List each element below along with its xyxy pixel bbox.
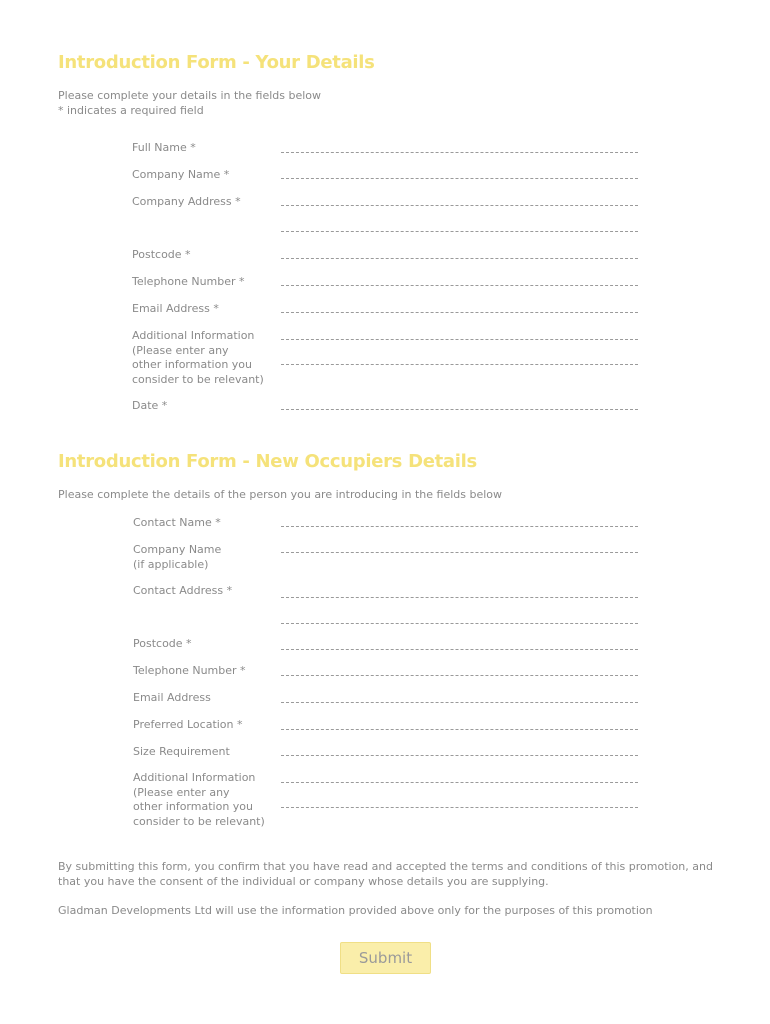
full-name-field[interactable]	[281, 152, 638, 153]
occupier-additional-info-label-line: Additional Information	[133, 771, 256, 784]
contact-name-label: Contact Name *	[133, 516, 221, 529]
email-label: Email Address *	[132, 302, 219, 315]
consent-statement	[58, 859, 718, 889]
company-address-label: Company Address *	[132, 195, 241, 208]
occupier-email-label: Email Address	[133, 691, 211, 704]
occupier-company-name-label	[133, 543, 221, 572]
occupier-additional-info-label-line: (Please enter any	[133, 785, 230, 799]
occupier-additional-info-field-line1[interactable]	[281, 782, 638, 783]
consent-line: that you have the consent of the individual or company whose details you are supplying.	[58, 875, 549, 888]
contact-name-field[interactable]	[281, 526, 638, 527]
submit-button[interactable]: Submit	[340, 942, 431, 974]
size-requirement-field[interactable]	[281, 755, 638, 756]
occupier-additional-info-field-line2[interactable]	[281, 807, 638, 808]
occupier-postcode-field[interactable]	[281, 649, 638, 650]
occupier-company-name-label-line: Company Name	[133, 543, 222, 556]
section-new-occupiers-title: Introduction Form - New Occupiers Details	[58, 451, 477, 472]
company-name-label: Company Name *	[132, 168, 230, 181]
telephone-field[interactable]	[281, 285, 638, 286]
occupier-company-name-label-line: (if applicable)	[133, 557, 209, 571]
full-name-label: Full Name *	[132, 141, 196, 154]
telephone-label: Telephone Number *	[132, 275, 245, 288]
size-requirement-label: Size Requirement	[133, 745, 230, 758]
section-your-details-intro	[58, 88, 321, 118]
contact-address-field-line1[interactable]	[281, 597, 638, 598]
occupier-email-field[interactable]	[281, 702, 638, 703]
additional-info-field-line2[interactable]	[281, 364, 638, 365]
company-name-field[interactable]	[281, 178, 638, 179]
required-note: * indicates a required field	[58, 104, 204, 117]
email-field[interactable]	[281, 312, 638, 313]
privacy-statement: Gladman Developments Ltd will use the information provided above only for the purposes of this promotion	[58, 904, 653, 917]
intro-line: Please complete your details in the fields below	[58, 89, 322, 102]
preferred-location-label: Preferred Location *	[133, 718, 243, 731]
contact-address-field-line2[interactable]	[281, 623, 638, 624]
company-address-field-line1[interactable]	[281, 205, 638, 206]
date-field[interactable]	[281, 409, 638, 410]
preferred-location-field[interactable]	[281, 729, 638, 730]
occupier-additional-info-label-line: other information you	[133, 800, 253, 813]
contact-address-label: Contact Address *	[133, 584, 233, 597]
additional-info-label-line: consider to be relevant)	[132, 372, 264, 386]
additional-info-label-line: (Please enter any	[132, 343, 229, 357]
occupier-telephone-label: Telephone Number *	[133, 664, 246, 677]
company-address-field-line2[interactable]	[281, 231, 638, 232]
section-your-details-title: Introduction Form - Your Details	[58, 52, 375, 73]
occupier-additional-info-label-line: consider to be relevant)	[133, 814, 265, 828]
additional-info-field-line1[interactable]	[281, 339, 638, 340]
occupier-additional-info-label	[133, 771, 265, 829]
occupier-telephone-field[interactable]	[281, 675, 638, 676]
consent-line: By submitting this form, you confirm that you have read and accepted the terms and conditions of this promotion, and	[58, 860, 713, 873]
additional-info-label-line: Additional Information	[132, 329, 255, 342]
additional-info-label-line: other information you	[132, 358, 252, 371]
postcode-label: Postcode *	[132, 248, 191, 261]
date-label: Date *	[132, 399, 168, 412]
occupier-postcode-label: Postcode *	[133, 637, 192, 650]
postcode-field[interactable]	[281, 258, 638, 259]
occupier-company-name-field[interactable]	[281, 552, 638, 553]
section-new-occupiers-intro: Please complete the details of the person you are introducing in the fields below	[58, 488, 503, 501]
additional-info-label	[132, 329, 264, 387]
